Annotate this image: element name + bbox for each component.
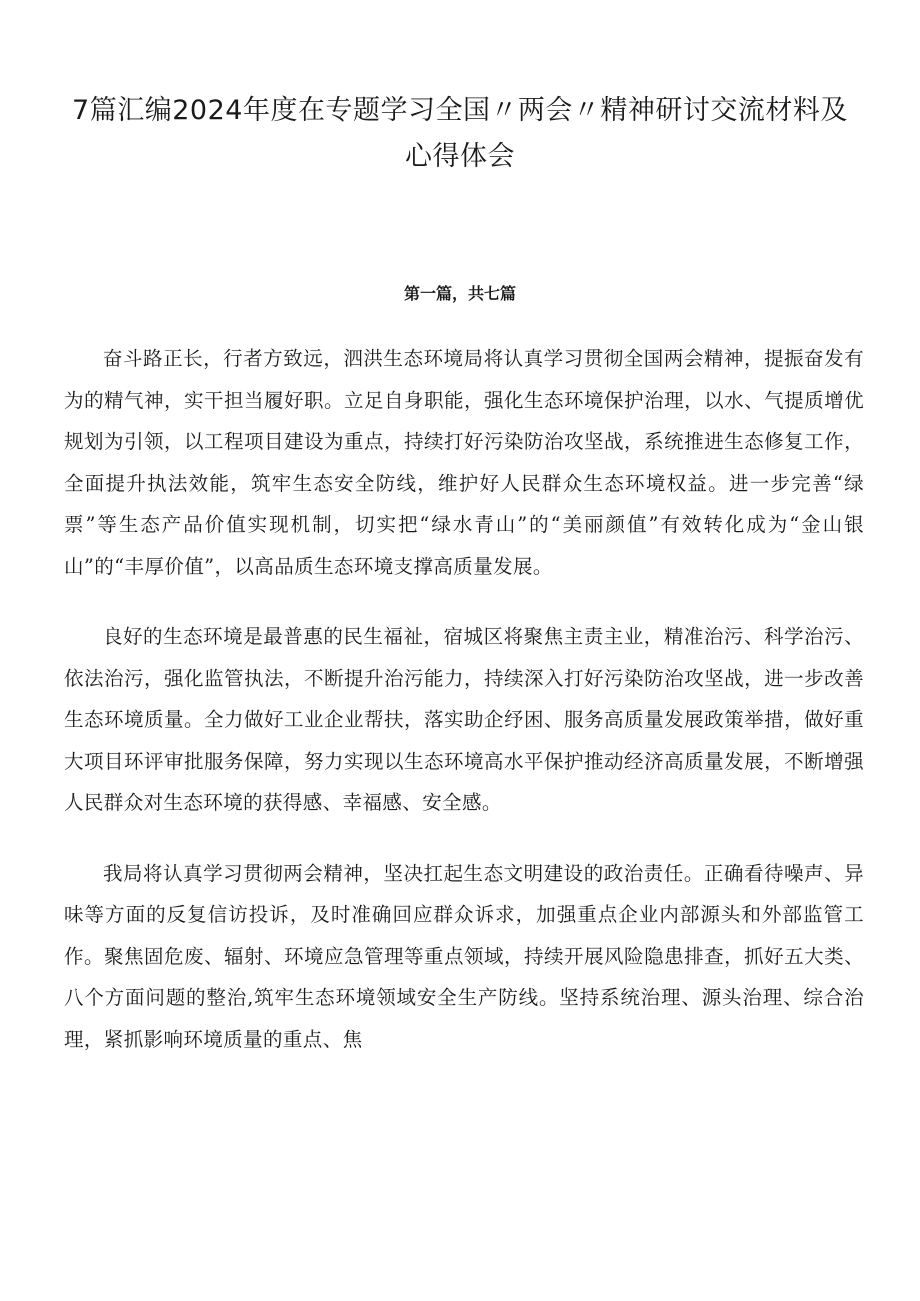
paragraph-2: 良好的生态环境是最普惠的民生福祉，宿城区将聚焦主责主业，精准治污、科学治污、依法治污，强化监管执法，不断提升治污能力，持续深入打好污染防治攻坚战，进一步改善生态环境质量。全力做好工业企业帮扶，落实助企纾困、服务高质量发展政策举措，做好重大项目环评审批服务保障，努力实现以生态环境高水平保护推动经济高质量发展，不断增强人民群众对生态环境的获得感、幸福感、安全感。 [64, 625, 864, 814]
paragraph-3: 我局将认真学习贯彻两会精神，坚决扛起生态文明建设的政治责任。正确看待噪声、异味等方面的反复信访投诉，及时准确回应群众诉求，加强重点企业内部源头和外部监管工作。聚焦固危废、辐射、环境应急管理等重点领域，持续开展风险隐患排查，抓好五大类、八个方面问题的整治,筑牢生态环境领域安全生产防线。坚持系统治理、源头治理、综合治理，紧抓影响环境质量的重点、焦 [64, 861, 864, 1051]
document-title: 7篇汇编2024年度在专题学习全国〃两会〃精神研讨交流材料及心得体会 [72, 95, 848, 172]
section-heading: 第一篇，共七篇 [403, 284, 516, 303]
document-body [64, 338, 864, 1089]
paragraph-1: 奋斗路正长，行者方致远，泗洪生态环境局将认真学习贯彻全国两会精神，提振奋发有为的精气神，实干担当履好职。立足自身职能，强化生态环境保护治理，以水、气提质增优规划为引领，以工程项目建设为重点，持续打好污染防治攻坚战，系统推进生态修复工作，全面提升执法效能，筑牢生态安全防线，维护好人民群众生态环境权益。进一步完善“绿票”等生态产品价值实现机制，切实把“绿水青山”的“美丽颜值”有效转化成为“金山银山”的“丰厚价值”，以高品质生态环境支撑高质量发展。 [64, 347, 864, 578]
